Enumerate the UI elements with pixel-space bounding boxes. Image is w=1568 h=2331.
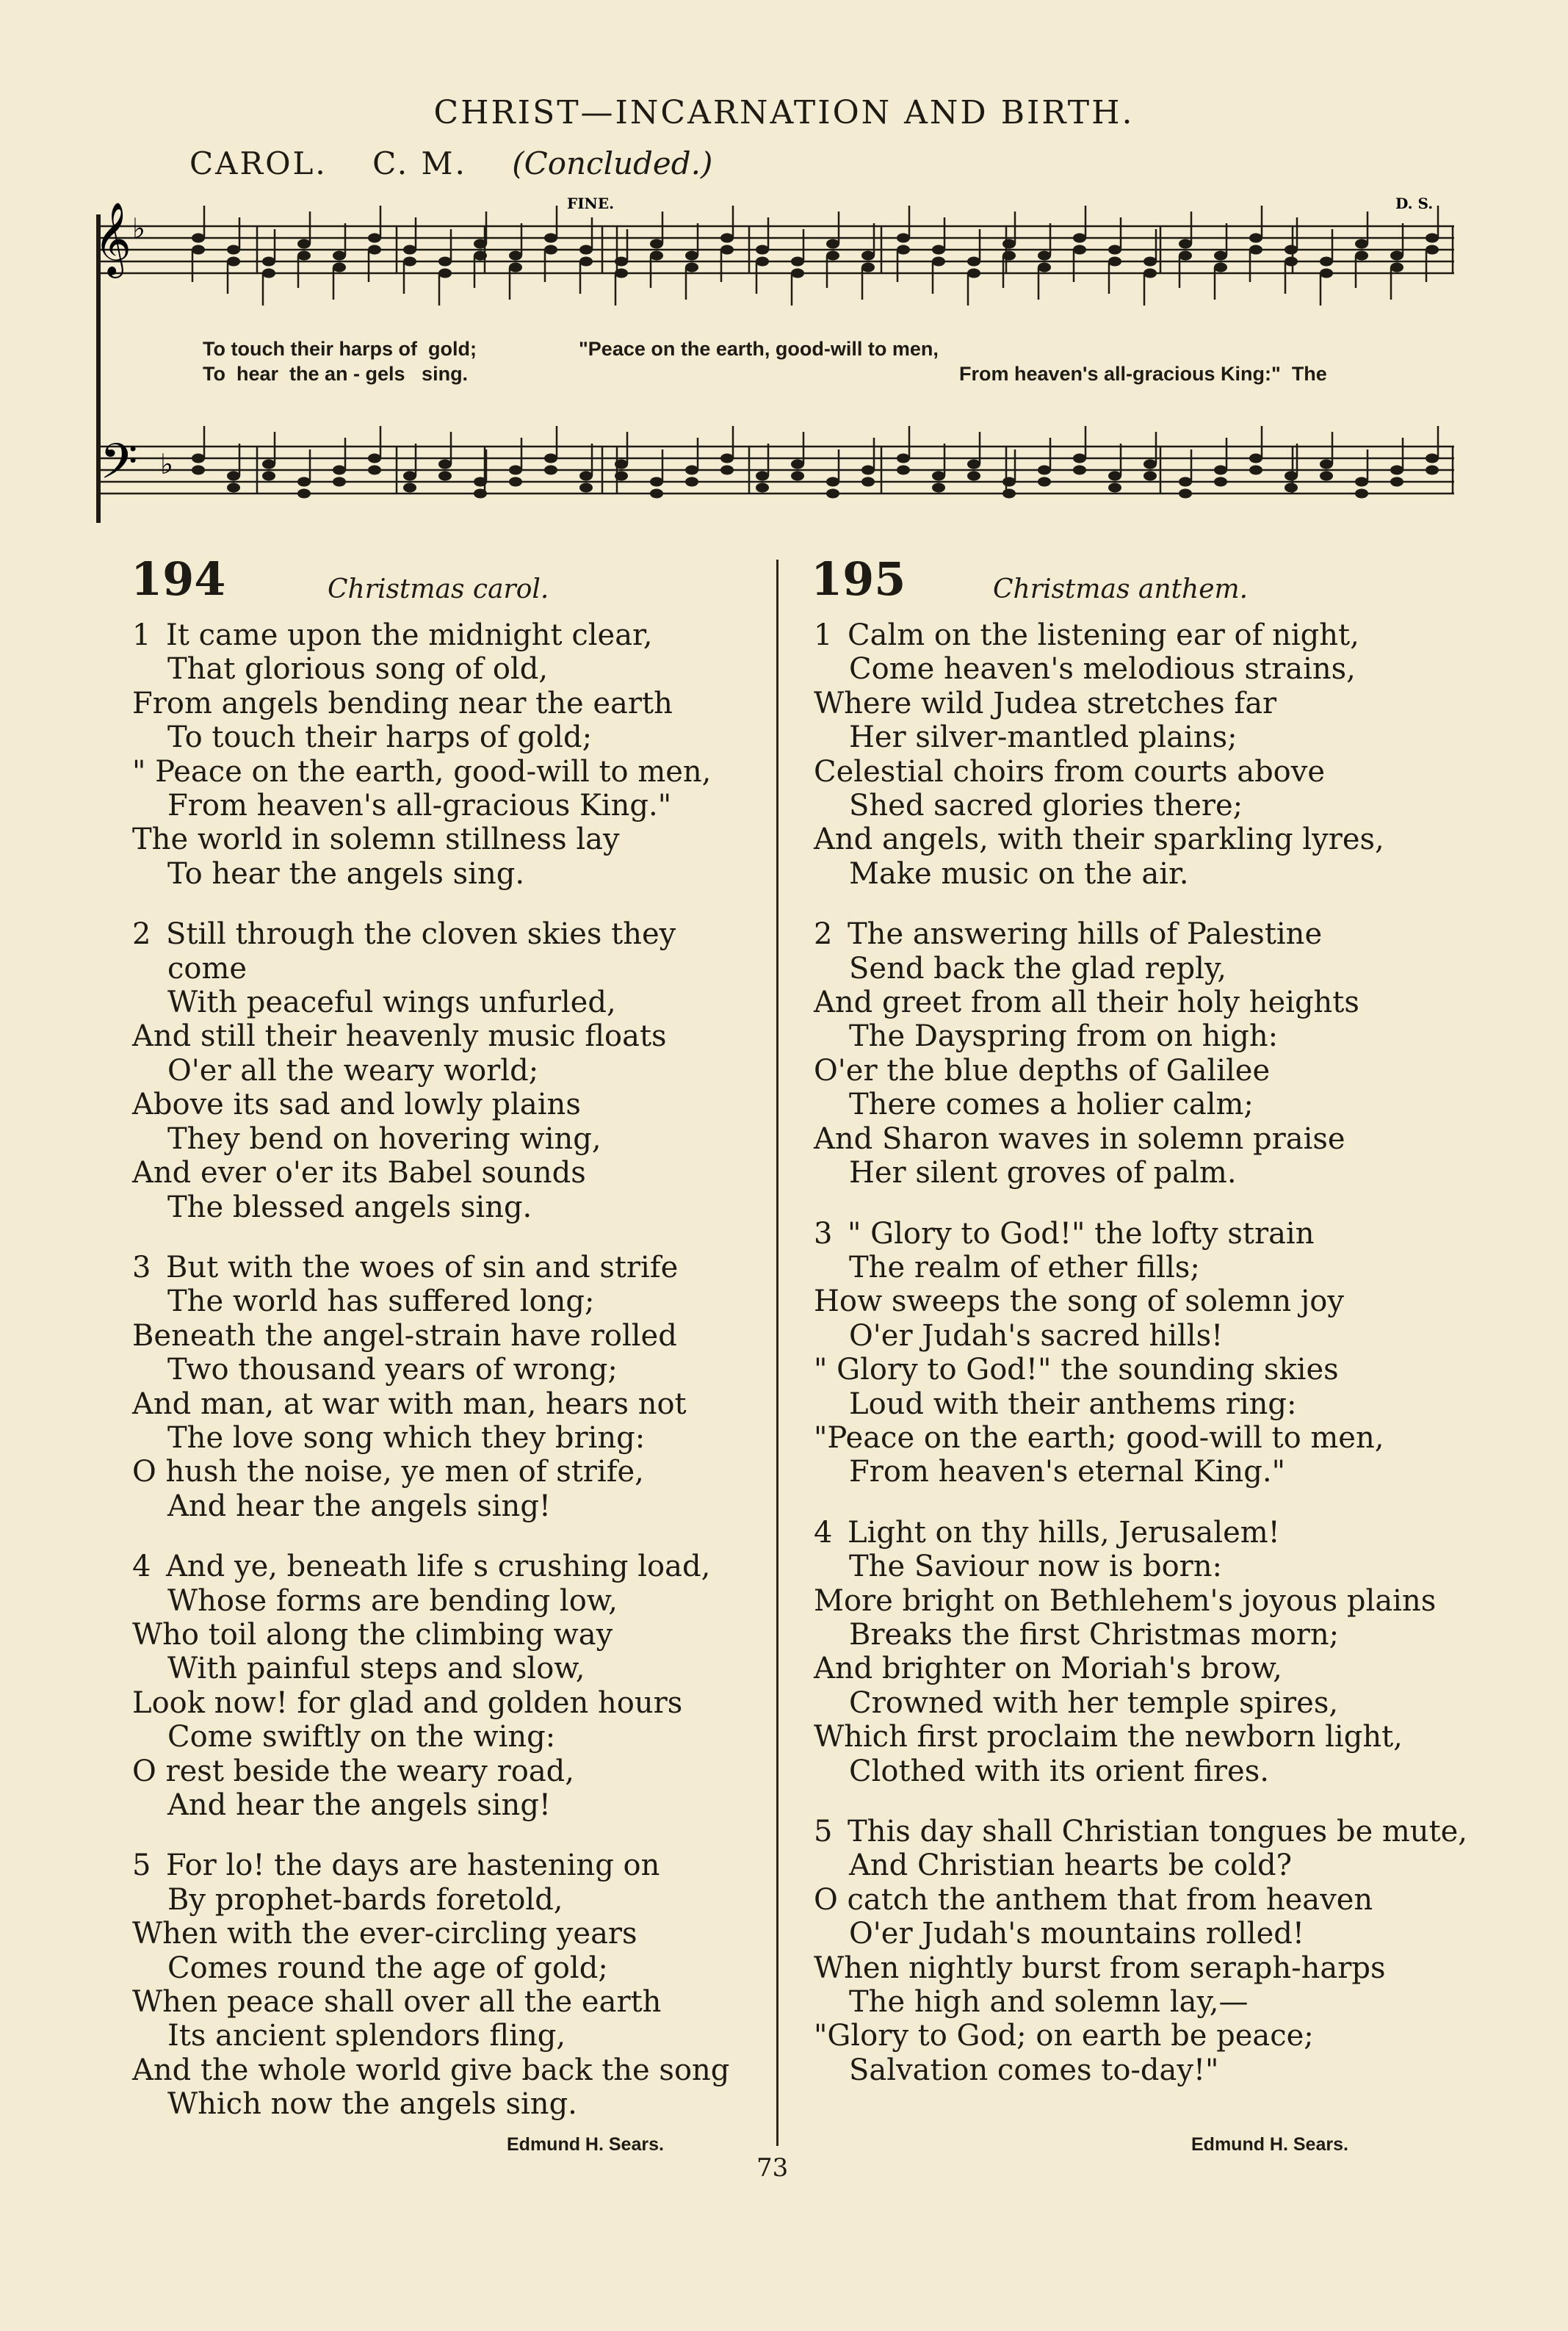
verse-line: Its ancient splendors fling, <box>167 2019 566 2053</box>
verse-line: Who toil along the climbing way <box>132 1617 613 1652</box>
verse-line: And hear the angels sing! <box>167 1489 551 1523</box>
verse-line: Comes round the age of gold; <box>167 1951 608 1985</box>
verse-line: 5 This day shall Christian tongues be mute, <box>814 1815 1468 1848</box>
verse-line: And Christian hearts be cold? <box>849 1848 1293 1883</box>
verse-line: And brighter on Moriah's brow, <box>814 1652 1282 1686</box>
music-lyric-2b: From heaven's all-gracious King:" The <box>959 363 1327 385</box>
tune-name: CAROL. <box>189 145 328 181</box>
verse-line: And hear the angels sing! <box>167 1788 551 1822</box>
verse-line: They bend on hovering wing, <box>167 1121 601 1156</box>
verse-line: Crowned with her temple spires, <box>849 1685 1339 1720</box>
verse-line: Come heaven's melodious strains, <box>849 652 1356 687</box>
verse-number: 3 <box>814 1216 833 1251</box>
verse-line: Come swiftly on the wing: <box>167 1720 556 1754</box>
verse-line: When nightly burst from seraph-harps <box>814 1951 1386 1985</box>
hymn-194-text <box>132 618 729 2122</box>
verse-line: Look now! for glad and golden hours <box>132 1685 683 1720</box>
verse-line: To touch their harps of gold; <box>167 720 593 755</box>
tune-meter: C. M. <box>372 145 467 181</box>
verse-line: "Peace on the earth; good-will to men, <box>814 1420 1384 1455</box>
flat-icon: ♭ <box>132 212 145 245</box>
verse-line: O rest beside the weary road, <box>132 1754 574 1788</box>
verse-line: The Saviour now is born: <box>849 1550 1223 1584</box>
verse-number: 4 <box>814 1515 833 1550</box>
verse-number: 4 <box>132 1550 151 1584</box>
verse-line: And ever o'er its Babel sounds <box>132 1156 586 1190</box>
verse-line: 4 Light on thy hills, Jerusalem! <box>814 1515 1280 1550</box>
verse-line: The Dayspring from on high: <box>849 1019 1279 1054</box>
verse-line: And Sharon waves in solemn praise <box>814 1121 1345 1156</box>
verse-line: And the whole world give back the song <box>132 2053 730 2087</box>
verse-line: O'er the blue depths of Galilee <box>814 1053 1271 1088</box>
hymn-title: Christmas anthem. <box>993 574 1249 604</box>
verse-line: Which first proclaim the newborn light, <box>814 1720 1403 1754</box>
verse-line: To hear the angels sing. <box>167 856 525 891</box>
verse-line: O hush the noise, ye men of strife, <box>132 1455 644 1489</box>
verse-line: From heaven's all-gracious King." <box>167 789 672 823</box>
verse-line: " Glory to God!" the sounding skies <box>814 1353 1339 1387</box>
verse-line: Make music on the air. <box>849 856 1189 891</box>
verse-line: And man, at war with man, hears not <box>132 1387 687 1421</box>
verse-line: 5 For lo! the days are hastening on <box>132 1848 660 1883</box>
bass-clef-icon: 𝄢 <box>100 433 138 502</box>
verse-line: When peace shall over all the earth <box>132 1985 662 2020</box>
verse-number: 1 <box>814 618 833 652</box>
verse-line: And greet from all their holy heights <box>814 986 1359 1020</box>
verse-number: 3 <box>132 1250 151 1284</box>
verse-line: Clothed with its orient fires. <box>849 1754 1269 1788</box>
verse-line: Whose forms are bending low, <box>167 1583 618 1618</box>
verse-line: 3 But with the woes of sin and strife <box>132 1250 679 1284</box>
verse-line: The world has suffered long; <box>167 1284 595 1319</box>
verse-line: From angels bending near the earth <box>132 686 673 720</box>
flat-icon: ♭ <box>160 448 173 480</box>
verse-line: The high and solemn lay,— <box>849 1985 1249 2020</box>
verse-line: Which now the angels sing. <box>167 2087 577 2122</box>
verse-line: "Glory to God; on earth be peace; <box>814 2019 1314 2053</box>
hymn-number: 195 <box>811 552 906 606</box>
treble-clef-icon: 𝄞 <box>94 202 131 275</box>
verse-line: And still their heavenly music floats <box>132 1019 667 1054</box>
verse-line: From heaven's eternal King." <box>849 1455 1285 1489</box>
verse-line: More bright on Bethlehem's joyous plains <box>814 1583 1437 1618</box>
verse-line: Salvation comes to-day!" <box>849 2053 1219 2087</box>
column-divider <box>776 560 778 2146</box>
verse-line: Shed sacred glories there; <box>849 789 1243 823</box>
tune-note: (Concluded.) <box>512 145 713 181</box>
verse-line: O'er Judah's mountains rolled! <box>849 1917 1304 1951</box>
verse-line: Beneath the angel-strain have rolled <box>132 1318 677 1353</box>
page-number: 73 <box>756 2153 789 2183</box>
verse-number: 5 <box>814 1815 833 1848</box>
hymn-title: Christmas carol. <box>328 574 549 604</box>
verse-line: 2 The answering hills of Palestine <box>814 917 1323 952</box>
fine-mark: FINE. <box>567 195 615 212</box>
verse-line: O'er Judah's sacred hills! <box>849 1318 1224 1353</box>
verse-line: And angels, with their sparkling lyres, <box>814 823 1384 857</box>
verse-line: Above its sad and lowly plains <box>132 1088 581 1122</box>
verse-line: 2 Still through the cloven skies they <box>132 917 676 952</box>
verse-line: 1 Calm on the listening ear of night, <box>814 618 1359 652</box>
verse-number: 5 <box>132 1848 151 1883</box>
verse-line: There comes a holier calm; <box>849 1088 1254 1122</box>
verse-line: With peaceful wings unfurled, <box>167 986 616 1020</box>
tune-heading <box>189 145 748 181</box>
verse-line: " Peace on the earth, good-will to men, <box>132 754 712 789</box>
verse-line: come <box>167 951 248 986</box>
verse-line: O'er all the weary world; <box>167 1053 539 1088</box>
verse-line: When with the ever-circling years <box>132 1917 637 1951</box>
verse-line: Breaks the first Christmas morn; <box>849 1617 1340 1652</box>
verse-line: The world in solemn stillness lay <box>132 823 620 857</box>
verse-number: 1 <box>132 618 151 652</box>
verse-line: That glorious song of old, <box>167 652 549 687</box>
music-lyric-1b: "Peace on the earth, good-will to men, <box>579 338 939 360</box>
verse-line: Where wild Judea stretches far <box>814 686 1277 720</box>
verse-line: How sweeps the song of solemn joy <box>814 1284 1344 1319</box>
hymn-number: 194 <box>131 552 226 606</box>
verse-line: 3 " Glory to God!" the lofty strain <box>814 1216 1315 1251</box>
section-title: CHRIST—INCARNATION AND BIRTH. <box>433 94 1135 131</box>
verse-line: 1 It came upon the midnight clear, <box>132 618 653 652</box>
verse-line: Send back the glad reply, <box>849 951 1226 986</box>
author-credit: Edmund H. Sears. <box>507 2134 664 2155</box>
verse-line: Loud with their anthems ring: <box>849 1387 1297 1421</box>
verse-line: By prophet-bards foretold, <box>167 1882 563 1917</box>
verse-line: Celestial choirs from courts above <box>814 754 1326 789</box>
verse-number: 2 <box>814 917 833 952</box>
music-lyric-1a: To touch their harps of gold; <box>203 338 477 360</box>
verse-line: The realm of ether fills; <box>849 1250 1200 1284</box>
music-lyric-2a: To hear the an - gels sing. <box>203 363 469 385</box>
verse-line: Her silent groves of palm. <box>849 1156 1237 1190</box>
ds-mark: D. S. <box>1395 195 1434 212</box>
verse-line: O catch the anthem that from heaven <box>814 1882 1373 1917</box>
verse-line: Two thousand years of wrong; <box>167 1353 618 1387</box>
verse-line: The blessed angels sing. <box>167 1190 532 1224</box>
verse-line: Her silver-mantled plains; <box>849 720 1238 755</box>
author-credit: Edmund H. Sears. <box>1191 2134 1348 2155</box>
verse-line: With painful steps and slow, <box>167 1652 585 1686</box>
hymn-195-text <box>814 618 1467 2087</box>
verse-line: 4 And ye, beneath life s crushing load, <box>132 1550 711 1584</box>
verse-number: 2 <box>132 917 151 952</box>
verse-line: The love song which they bring: <box>167 1420 646 1455</box>
